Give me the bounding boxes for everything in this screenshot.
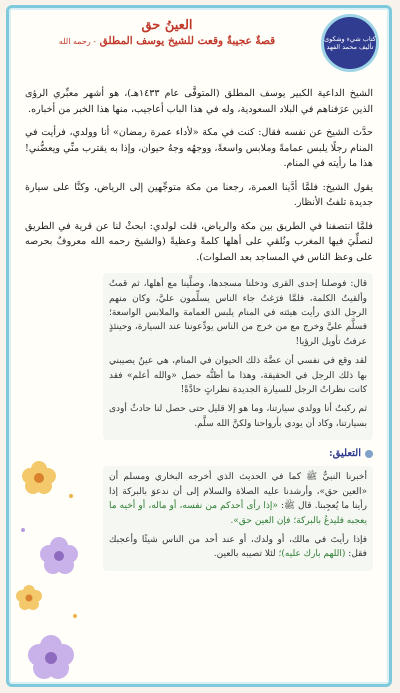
paragraph: الشيخ الداعية الكبير يوسف المطلق (المتوفَّى عام ١٤٣٣هـ)، هو أشهر معبِّري الرؤى الذين عرَفناهم في البلاد السعودية، وله في هذا الباب أعاجيب، منها هذا الخبر من أخباره.: [25, 88, 374, 115]
box-paragraph: ثم ركبتُ أنا وولدي سيارتنا، وما هو إلا قليل حتى حصل لنا حادثٌ أودى بسيارتنا، وكاد أن يودي بأرواحنا ولكنَّ الله سلَّم.: [109, 404, 367, 429]
page-title: العينُ حق: [141, 18, 193, 33]
page-subtitle: [57, 35, 277, 47]
paragraph: فلمَّا انتصفنا في الطريق بين مكة والرياض، قلت لولدي: ابحثْ لنا عن قرية في الطريق لنصلِّيَ فيها المغرب ونُلقي على أهلها كلمةً وعظيةً (والشيخ رحمه الله معروفٌ بحرصه على وعظ الناس في المساجد بعد الصلوات).: [25, 220, 373, 263]
comment-text: لئلا تصيبه بالعين.: [213, 549, 279, 560]
comment-box: [103, 466, 373, 570]
subtitle-note: - رحمه الله: [58, 37, 96, 46]
box-paragraph: قال: فوصلنا إحدى القرى ودخلنا مسجدها، وصلَّينا مع أهلها، ثم قمتُ وألقيتُ الكلمة، فلمَّا فرَغتُ جاء الناس يسلِّمون عليَّ، وكان منهم الرجل الذي رأيت هيئته في المنام يلبس العمامة والملابس الواسعة؛ فسلَّم عليَّ وخرج مع من خرج من الناس يودِّعوننا عند السيارة، وحينئذٍ عرفتُ تأويل الرؤيا!: [109, 279, 367, 347]
paragraph: يقول الشيخ: فلمَّا أدَّينا العمرة، رجعنا من مكة متوجِّهين إلى الرياض، وكنَّا على سيارة جديدة تلفتُ الأنظار.: [25, 181, 373, 209]
comment-label: التعليق:: [328, 448, 361, 460]
comment-text: أخبرنا النبيُّ ﷺ كما في الحديث الذي أخرجه البخاري ومسلم أن «العين حق»، وأرشدنا عليه الصلاة والسلام إلى أن ندعوَ بالبركة إذا رأينا ما يُعجِبنا. قال ﷺ:: [109, 472, 367, 512]
flower-icon: [16, 585, 42, 610]
book-badge: [321, 14, 379, 72]
header: [57, 18, 277, 47]
comment-text: فإذا رأيتَ في مالك، أو ولدك، أو عند أحد من الناس شيئًا وأعجبك فقل:: [109, 534, 367, 560]
subtitle-text: قصةٌ عجيبةٌ وقعت للشيخ يوسف المطلق: [99, 35, 276, 47]
page-frame: [6, 5, 392, 687]
paragraph: حدَّث الشيخ عن نفسه فقال: كنت في مكة «لأداء عمرة رمضان» أنا وولدي، فرأيت في المنام رجلًا يلبس عمامةً وملابس واسعةً، ووجهُه وجهُ حيوان، وإذا به يقترب منِّي ويعضُّني! هذا ما رأيته في المنام.: [25, 127, 373, 170]
flower-icon: [22, 461, 56, 494]
flower-decoration: [11, 448, 89, 687]
box-paragraph: لقد وقع في نفسي أن عضَّة ذلك الحيوان في المنام، هي عينٌ يصيبني بها ذلك الرجل في الحقيقة، وهذا ما أظنُّه حصل «والله أعلم» فقد كانت نظراتُ الرجل للسيارة الجديدة نظراتٍ حادَّةً!: [109, 356, 367, 396]
dua-quote: (اللهم بارك عليه)؛: [278, 549, 346, 560]
comment-paragraph: [109, 533, 367, 562]
flower-icon: [28, 635, 74, 679]
bullet-icon: [365, 450, 373, 458]
story-box: [103, 273, 373, 440]
hadith-quote: «إذا رأى أحدكم من نفسه، أو ماله، أو أخيه ما يعجبه فليدعُ بالبركة؛ فإن العين حق».: [109, 501, 367, 526]
flower-icon: [40, 537, 78, 574]
badge-line-2: تأليف محمد الفهد: [326, 43, 374, 51]
badge-line-1: كتاب شيء وشكوى: [324, 34, 376, 43]
comment-paragraph: [109, 470, 367, 528]
